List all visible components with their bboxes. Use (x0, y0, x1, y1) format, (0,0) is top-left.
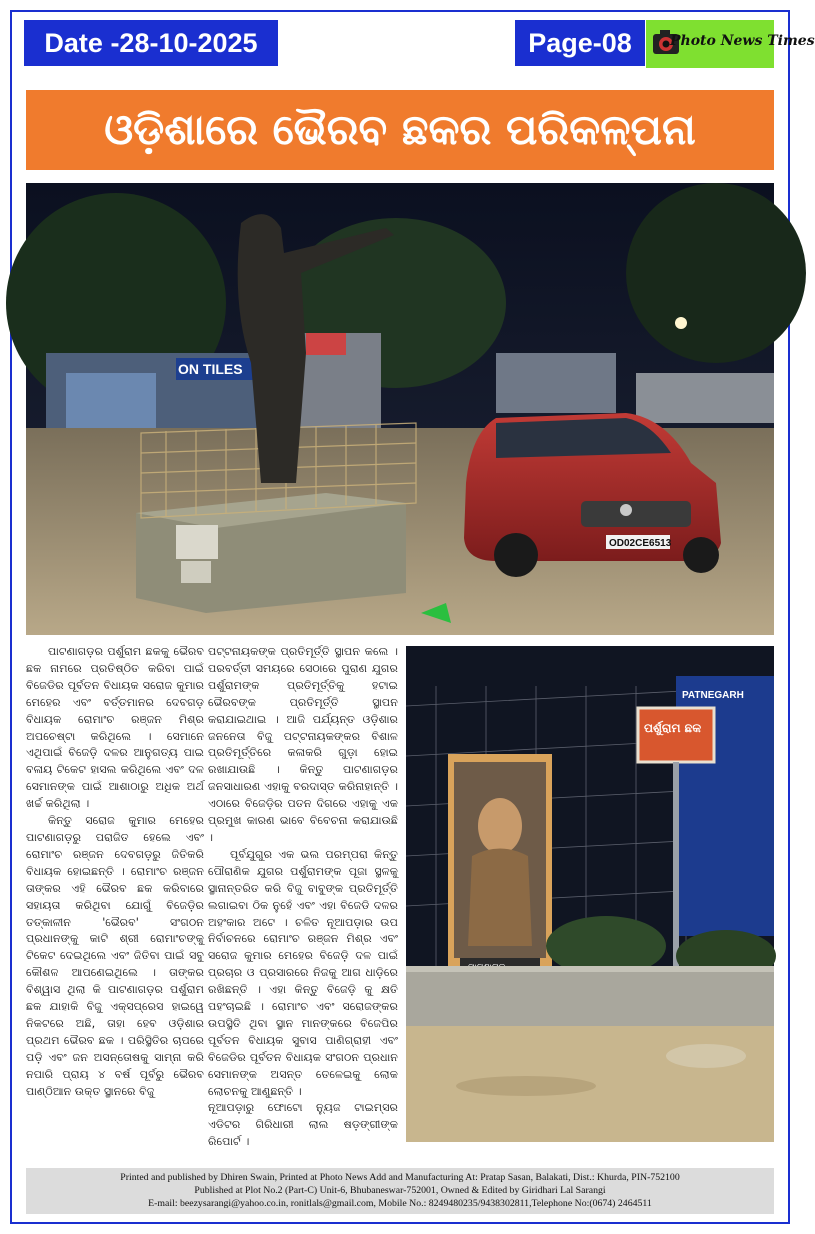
imprint-line: Printed and published by Dhiren Swain, Printed at Photo News Add and Manufacturing At: Pratap Sasan, Balakati, Dist.: Khurda, PIN-752100 (120, 1172, 680, 1183)
article-paragraph: ପଟ୍ଟନାୟକଙ୍କ ପ୍ରତିମୂର୍ତ୍ତି ସ୍ଥାପନ କଲେ । ପରବର୍ତ୍ତୀ ସମୟରେ ସେଠାରେ ପୁରାଣ ଯୁଗର ପର୍ଶୁରାମଙ୍କ ପ୍ରତିମୂର୍ତ୍ତିକୁ ହଟାଇ ଭୈରବଙ୍କ ପ୍ରତିମୂର୍ତ୍ତି ସ୍ଥାପନ କରାଯାଇଥାଇ । ଆଜି ପର୍ଯ୍ୟନ୍ତ ଓଡ଼ିଶାର ଜନନେତା ବିଜୁ ପଟ୍ଟନାୟକଙ୍କର ବିଶାଳ ପ୍ରତିମୂର୍ତ୍ତିରେ କଳାକରି ଗୁଡ଼ା ହୋଇ ରଖାଯାଉଛି । କିନ୍ତୁ ପାଟଣାଗଡ଼ର ଜନସାଧାରଣ ଏହାକୁ ବରଦାସ୍ତ କରିନାହାନ୍ତି । ଏଠାରେ ବିଜେଡ଼ିର ପତନ ଦିଗରେ ଏହାକୁ ଏକ ପ୍ରମୁଖ କାରଣ ଭାବେ ବିବେଚନା କରାଯାଉଛି । (208, 645, 398, 844)
imprint-footer (26, 1168, 774, 1214)
article-paragraph: ପାଟଣାଗଡ଼ର ପର୍ଶୁରାମ ଛକକୁ ଭୈରବ ଛକ ନାମରେ ପ୍ରତିଷ୍ଠିତ କରିବା ପାଇଁ ବିଜେଡିର ପୂର୍ବତନ ବିଧାୟକ ସରୋଜ କୁମାର ମେହେର ଏବଂ ବର୍ତ୍ତମାନର ଦେବଗଡ଼ ବିଧାୟକ ରୋମାଂଚ ରଞ୍ଜନ ମିଶ୍ର ଅପଚେଷ୍ଟା କରିଥିଲେ । ସେମାନେ ଏଥିପାଇଁ ବିଜେଡ଼ି ଦଳର ଆନୁଗତ୍ୟ ପାଇ ବଳାୟ ଟିକେଟ ହାସଲ କରିଥିଲେ ଏବଂ ଦଳ ସେମାନଙ୍କ ପାଇଁ ଆଶାଠାରୁ ଅଧିକ ଅର୍ଥ ଖର୍ଚ୍ଚ କରିଥିଲା । (26, 645, 204, 811)
logo-text: Photo News Times (670, 33, 815, 49)
imprint-line: E-mail: beezysarangi@yahoo.co.in, ronitlals@gmail.com, Mobile No.: 8249480235/9438302811,Telephone No:(0674) 2464511 (148, 1198, 652, 1209)
sign-text: ପର୍ଶୁରାମ ଛକ (644, 721, 702, 735)
article-paragraph: ପୂର୍ବଯୁଗୁର ଏକ ଭଲ ପରମ୍ପରା କିନ୍ତୁ ପୌରାଣିକ ଯୁଗର ପର୍ଶୁରାମଙ୍କ ପୂଜା ସ୍ଥଳକୁ ସ୍ଥାନାନ୍ତରିତ କରି ବିଜୁ ବାବୁଙ୍କ ପ୍ରତିମୂର୍ତ୍ତି ଲଗାଇବା ଠିକ ନୁହେଁ ଏବଂ ଏହା ବିଜେଡି ଦଳର ଅହଂକାର ଅଟେ । ଚଳିତ ନୂଆପଡ଼ାର ଉପ ନିର୍ବାଚନରେ ରୋମାଂଚ ରଞ୍ଜନ ମିଶ୍ର ଏବଂ ସରୋଜ କୁମାର ମେହେର ବିଜେଡ଼ି ଦଳ ପାଇଁ ପ୍ରଚାର ଓ ପ୍ରସାରରେ ନିଜକୁ ଆଗ ଧାଡ଼ିରେ ରଖିଛନ୍ତି । ଏହା କିନ୍ତୁ ବିଜେଡ଼ି କୁ କ୍ଷତି ପହଂଚାଇଛି । ରୋମାଂଚ ଏବଂ ସରୋଜଙ୍କର ଉପସ୍ଥିତି ଥିବା ସ୍ଥାନ ମାନଙ୍କରେ ବିଜେପିର ପୂର୍ବତନ ବିଧାୟକ ସୁବାସ ପାଣିଗ୍ରାହୀ ଏବଂ ବିଜେଡିର ପୂର୍ବତନ ବିଧାୟକ ସଂଗଠନ ପ୍ରଧାନ ସେମାନଙ୍କ ଅସନ୍ତ ତେଳେଇକୁ ଲୋକ ଲୋଚନକୁ ଆଣୁଛନ୍ତି । (208, 847, 398, 1098)
article-byline: ନୂଆପଡ଼ାରୁ ଫୋଟୋ ନ୍ୟୁଜ ଟାଇମ୍ସର ଏଡିଟର ଗିରିଧାରୀ ଲାଲ ଷଡ଼ଙ୍ଗୀଙ୍କ ରିପୋର୍ଟ । (208, 1101, 398, 1149)
newspaper-logo (646, 20, 815, 68)
imprint-line: Published at Plot No.2 (Part-C) Unit-6, Bhubaneswar-752001, Owned & Edited by Giridhari Lal Sarangi (194, 1185, 606, 1196)
date-label: Date -28-10-2025 (24, 20, 278, 66)
article-column-2 (208, 644, 398, 1149)
deity-poster-photo (406, 646, 774, 1142)
page-number: Page-08 (515, 20, 645, 66)
banner-text: PATNEGARH (682, 690, 744, 701)
article-column-1 (26, 644, 204, 1144)
number-plate: OD02CE6513 (609, 538, 672, 549)
statue-street-photo (26, 183, 774, 635)
shop-sign-text: ON TILES (178, 361, 243, 377)
headline: ଓଡ଼ିଶାରେ ଭୈରବ ଛକର ପରିକଳ୍ପନା (26, 90, 774, 170)
article-paragraph: କିନ୍ତୁ ସରୋଜ କୁମାର ମେହେର ପାଟଣାଗଡ଼ରୁ ପରାଜିତ ହେଲେ ଏବଂ ରୋମାଂଚ ରଞ୍ଜନ ଦେବଗଡ଼ରୁ ଜିତିକରି ବିଧାୟକ ହୋଇଛନ୍ତି । ରୋମାଂଚ ରଞ୍ଜନ ତାଙ୍କର ଏହି ଭୈରବ ଛକ କରିବାରେ ସହାୟତା କରିଥିବା ଯୋଗୁଁ ବିଜେଡ଼ିର ତତ୍କାଳୀନ 'ଭୈରବ' ସଂଗଠନ ପ୍ରଧାନଙ୍କୁ କାଟି ଶ୍ରୀ ରୋମାଂଚଙ୍କୁ ଟିକେଟ ଦେଇଥିଲେ ଏବଂ ଜିତିବା ପାଇଁ ସବୁ କୌଶଳ ଆପଣେଇଥିଲେ । ତାଙ୍କର ବିଶ୍ୱାସ ଥିଲା କି ପାଟଣାଗଡ଼ର ପର୍ଶୁରାମ ଛକ ଯାହାକି ବିଜୁ ଏକ୍ସପ୍ରେସ ହାଇୱେ ନିକଟରେ ଅଛି, ତାହା ହେବ ଓଡ଼ିଶାର ପ୍ରଥମ ଭୈରବ ଛକ । ପରିସ୍ଥିତିର ଚାପରେ ପଡ଼ି ଏବଂ ଜନ ଅସନ୍ତୋଷକୁ ସାମ୍ନା କରି ନପାରି ପ୍ରାୟ ୪ ବର୍ଷ ପୂର୍ବରୁ ଭୈରବ ପାଣ୍ଠିଆନ ଉକ୍ତ ସ୍ଥାନରେ ବିଜୁ (26, 814, 204, 1098)
